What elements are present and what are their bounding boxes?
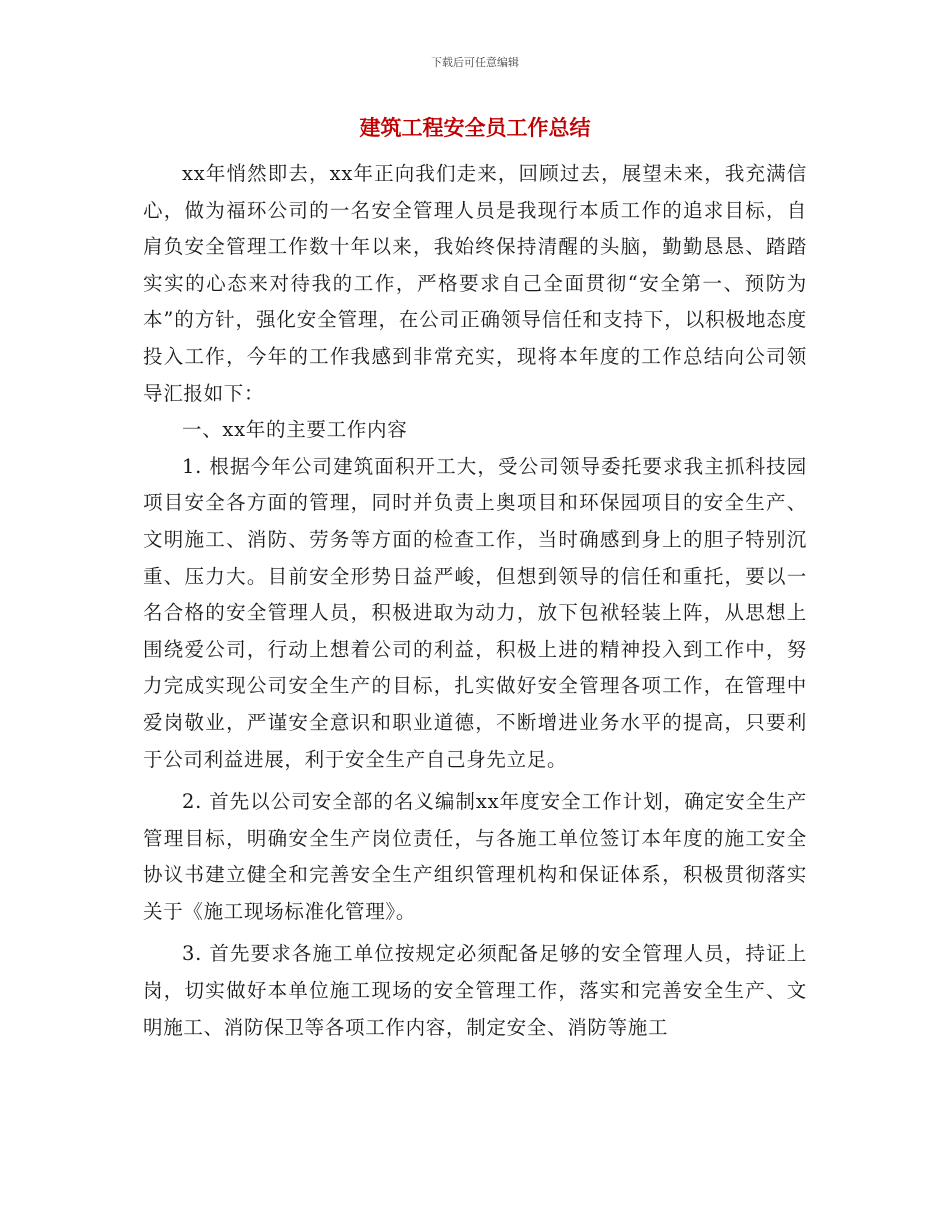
intro-paragraph: xx年悄然即去，xx年正向我们走来，回顾过去，展望未来，我充满信心，做为福环公司的一名安全管理人员是我现行本质工作的追求目标，自肩负安全管理工作数十年以来，我始终保持清醒的头脑，勤勤恳恳、踏踏实实的心态来对待我的工作，严格要求自己全面贯彻“安全第一、预防为本”的方针，强化安全管理，在公司正确领导信任和支持下，以积极地态度投入工作，今年的工作我感到非常充实，现将本年度的工作总结向公司领导汇报如下： [143, 162, 807, 405]
section-heading: 一、xx年的主要工作内容 [182, 418, 408, 442]
item-2-paragraph: 2. 首先以公司安全部的名义编制xx年度安全工作计划，确定安全生产管理目标，明确安全生产岗位责任，与各施工单位签订本年度的施工安全协议书建立健全和完善安全生产组织管理机构和保证体系，积极贯彻落实关于《施工现场标准化管理》。 [143, 790, 807, 923]
page-header-note: 下载后可任意编辑 [431, 56, 519, 69]
document-title: 建筑工程安全员工作总结 [359, 115, 591, 140]
document-body [143, 156, 807, 1046]
item-3-paragraph: 3. 首先要求各施工单位按规定必须配备足够的安全管理人员，持证上岗，切实做好本单位施工现场的安全管理工作，落实和完善安全生产、文明施工、消防保卫等各项工作内容，制定安全、消防等施工 [143, 942, 807, 1039]
item-1-paragraph: 1. 根据今年公司建筑面积开工大，受公司领导委托要求我主抓科技园项目安全各方面的管理，同时并负责上奥项目和环保园项目的安全生产、文明施工、消防、劳务等方面的检查工作，当时确感到身上的胆子特别沉重、压力大。目前安全形势日益严峻，但想到领导的信任和重托，要以一名合格的安全管理人员，积极进取为动力，放下包袱轻装上阵，从思想上围绕爱公司，行动上想着公司的利益，积极上进的精神投入到工作中，努力完成实现公司安全生产的目标，扎实做好安全管理各项工作，在管理中爱岗敬业，严谨安全意识和职业道德，不断增进业务水平的提高，只要利于公司利益进展，利于安全生产自己身先立足。 [143, 454, 807, 771]
